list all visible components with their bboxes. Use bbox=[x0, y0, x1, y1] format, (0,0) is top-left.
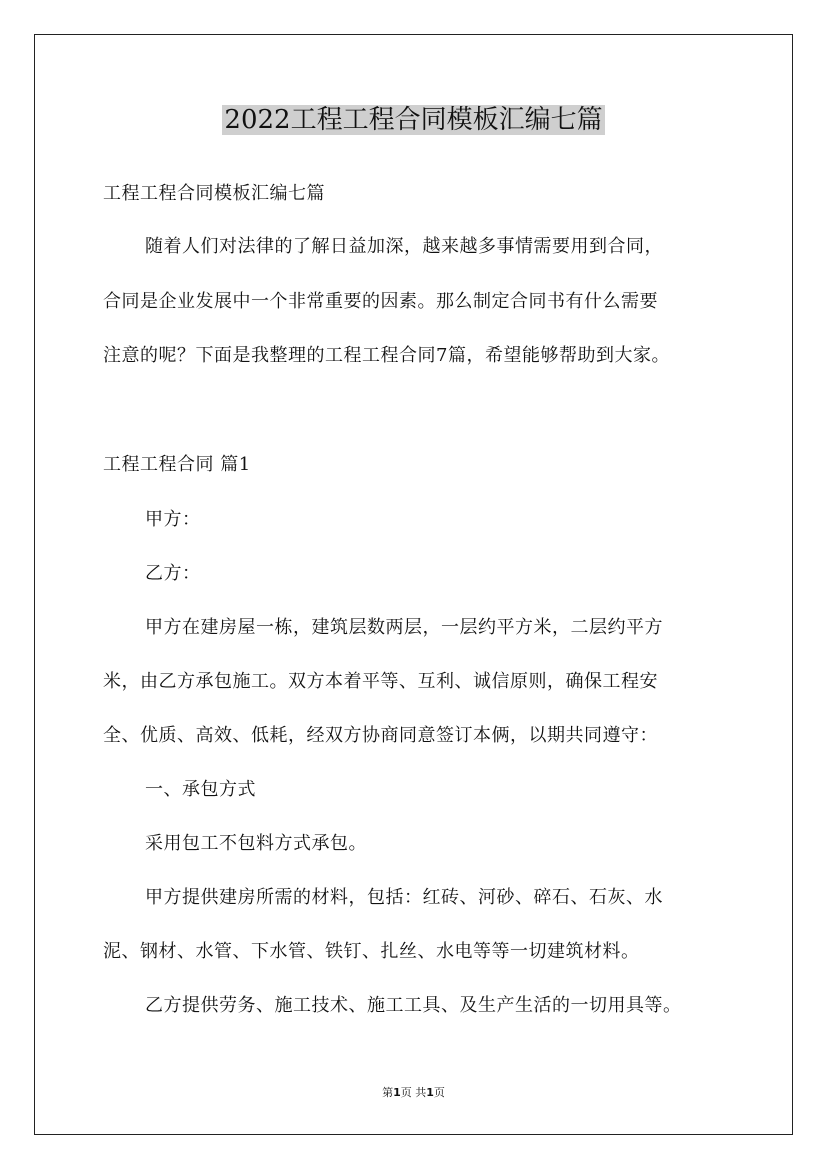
intro-line-3: 注意的呢？下面是我整理的工程工程合同7篇，希望能够帮助到大家。 bbox=[103, 345, 670, 366]
intro-line-1: 随着人们对法律的了解日益加深，越来越多事情需要用到合同， bbox=[145, 236, 663, 257]
document-title bbox=[0, 100, 827, 140]
footer-prefix: 第 bbox=[382, 1086, 394, 1099]
labor-line: 乙方提供劳务、施工技术、施工工具、及生产生活的一切用具等。 bbox=[145, 995, 682, 1016]
party-a-label: 甲方： bbox=[145, 509, 201, 530]
materials-line-1: 甲方提供建房所需的材料，包括：红砖、河砂、碎石、石灰、水 bbox=[145, 887, 663, 908]
intro-line-2: 合同是企业发展中一个非常重要的因素。那么制定合同书有什么需要 bbox=[103, 291, 658, 312]
footer-total-pages: 1 bbox=[426, 1086, 434, 1099]
paragraph-1-line-3: 全、优质、高效、低耗，经双方协商同意签订本俩，以期共同遵守： bbox=[103, 725, 658, 746]
footer-page-number: 1 bbox=[393, 1086, 401, 1099]
clause-1-text: 采用包工不包料方式承包。 bbox=[145, 833, 367, 854]
party-b-label: 乙方： bbox=[145, 563, 201, 584]
page-footer bbox=[0, 1084, 827, 1100]
paragraph-1-line-1: 甲方在建房屋一栋，建筑层数两层，一层约平方米，二层约平方 bbox=[145, 617, 663, 638]
footer-mid: 页 共 bbox=[400, 1086, 427, 1099]
document-title-text: 2022工程工程合同模板汇编七篇 bbox=[224, 105, 603, 135]
subtitle: 工程工程合同模板汇编七篇 bbox=[103, 183, 325, 204]
clause-1-heading: 一、承包方式 bbox=[145, 779, 256, 800]
footer-suffix: 页 bbox=[433, 1086, 445, 1099]
materials-line-2: 泥、钢材、水管、下水管、铁钉、扎丝、水电等等一切建筑材料。 bbox=[103, 941, 640, 962]
paragraph-1-line-2: 米，由乙方承包施工。双方本着平等、互利、诚信原则，确保工程安 bbox=[103, 671, 658, 692]
section-heading: 工程工程合同 篇1 bbox=[103, 454, 251, 475]
